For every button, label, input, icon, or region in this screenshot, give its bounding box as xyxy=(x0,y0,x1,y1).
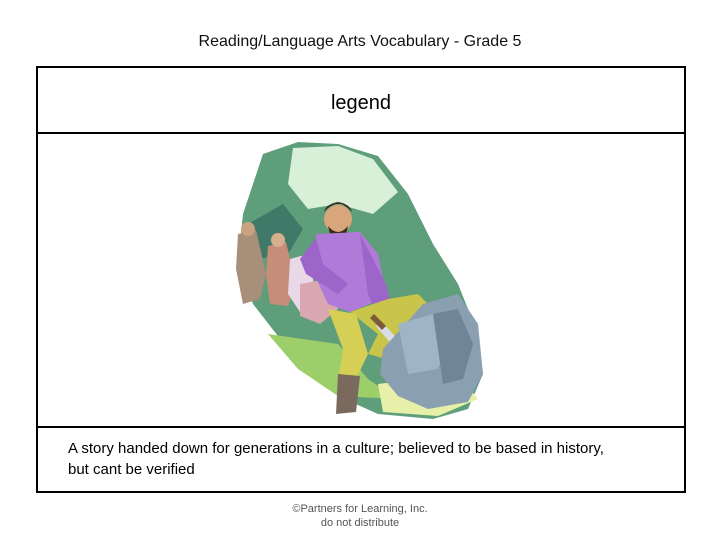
page-title: Reading/Language Arts Vocabulary - Grade 5 xyxy=(198,33,522,50)
vocabulary-card xyxy=(36,66,686,493)
definition-row xyxy=(38,428,684,491)
definition-text: A story handed down for generations in a culture; believed to be based in history, but cant be verified xyxy=(68,440,604,478)
picture-row xyxy=(38,134,684,428)
term-row xyxy=(38,68,684,134)
copyright-footer xyxy=(0,502,720,530)
distribution-notice: do not distribute xyxy=(320,517,400,529)
sword-in-stone-illustration xyxy=(38,134,684,426)
copyright-line: ©Partners for Learning, Inc. xyxy=(292,503,428,515)
vocabulary-term: legend xyxy=(330,92,392,114)
